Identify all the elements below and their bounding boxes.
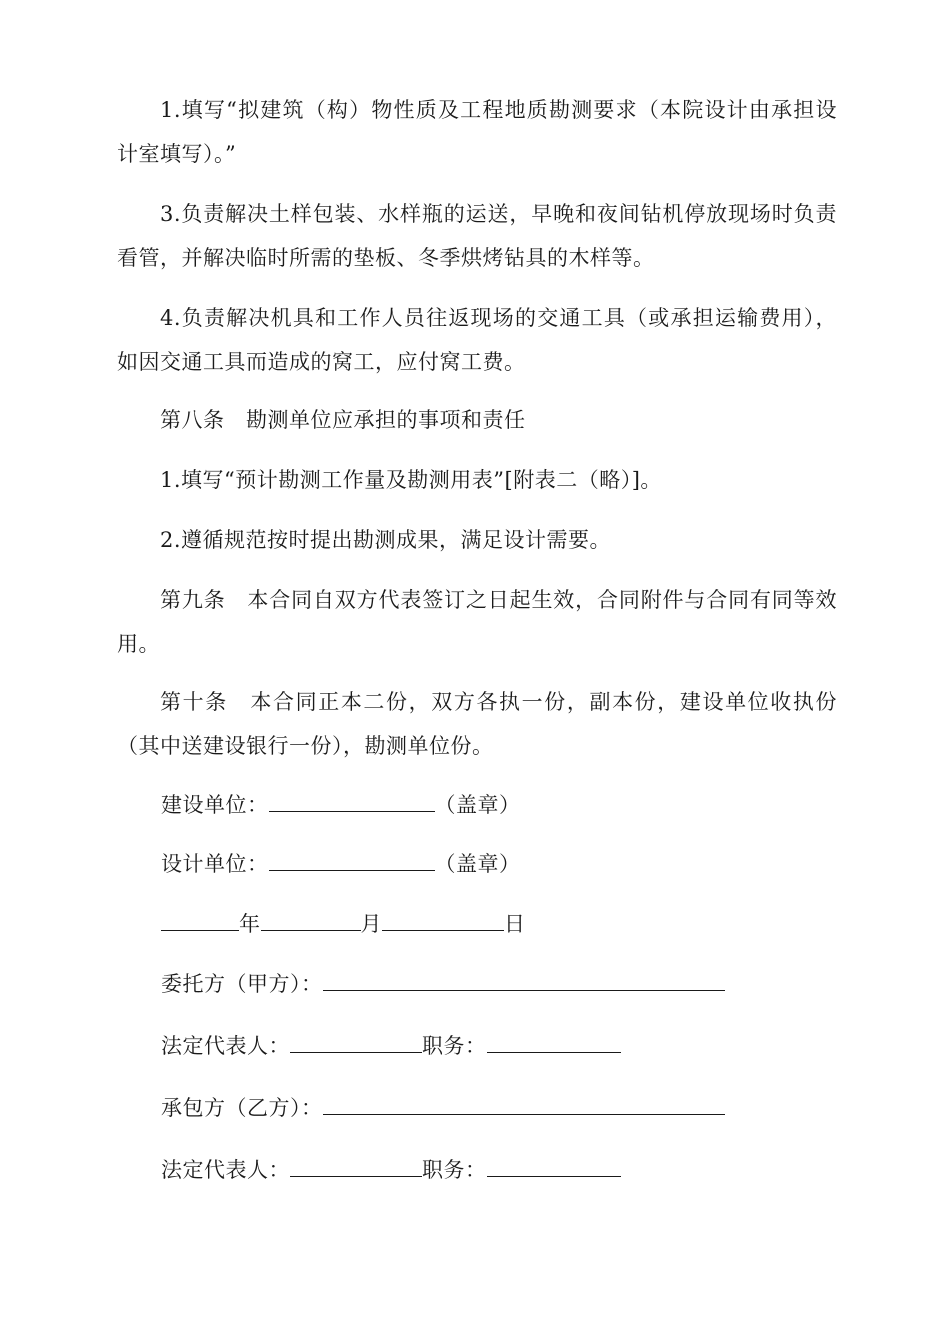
- date-line: [161, 908, 526, 939]
- contractor-line: [161, 1092, 725, 1123]
- build-unit-seal: （盖章）: [434, 793, 521, 817]
- legal-rep-label: 法定代表人：: [161, 1034, 290, 1058]
- design-unit-line: [161, 848, 521, 879]
- article-10: 第十条 本合同正本二份，双方各执一份，副本份，建设单位收执份（其中送建设银行一份），勘测单位份。: [117, 690, 837, 758]
- article-8-item-1: 1.填写“预计勘测工作量及勘测用表”[附表二（略）]。: [160, 468, 662, 492]
- article-8-item-2: 2.遵循规范按时提出勘测成果，满足设计需要。: [160, 528, 612, 552]
- clause-4-transport-tools: 4.负责解决机具和工作人员往返现场的交通工具（或承担运输费用），如因交通工具而造成的窝工，应付窝工费。: [117, 306, 837, 374]
- client-blank[interactable]: [323, 968, 725, 991]
- design-unit-seal: （盖章）: [434, 852, 521, 876]
- contractor-blank[interactable]: [323, 1092, 725, 1115]
- client-line: [161, 968, 725, 999]
- legal-rep-label: 法定代表人：: [161, 1158, 290, 1182]
- clause-3-sample-transport: 3.负责解决土样包装、水样瓶的运送，早晚和夜间钻机停放现场时负责看管，并解决临时所需的垫板、冬季烘烤钻具的木样等。: [117, 202, 837, 270]
- article-8-heading: 第八条 勘测单位应承担的事项和责任: [160, 408, 526, 432]
- design-unit-label: 设计单位：: [161, 852, 269, 876]
- design-unit-blank[interactable]: [269, 848, 435, 871]
- day-blank[interactable]: [382, 908, 504, 931]
- position-label: 职务：: [422, 1158, 487, 1182]
- contractor-position-blank[interactable]: [487, 1154, 621, 1177]
- build-unit-blank[interactable]: [269, 789, 435, 812]
- day-label: 日: [504, 912, 526, 936]
- year-blank[interactable]: [161, 908, 239, 931]
- clause-1-fill-requirements: 1.填写“拟建筑（构）物性质及工程地质勘测要求（本院设计由承担设计室填写）。”: [117, 98, 837, 166]
- month-label: 月: [360, 912, 382, 936]
- build-unit-label: 建设单位：: [161, 793, 269, 817]
- article-9: 第九条 本合同自双方代表签订之日起生效，合同附件与合同有同等效用。: [117, 588, 837, 656]
- contractor-legal-rep-line: [161, 1154, 621, 1185]
- client-legal-rep-blank[interactable]: [290, 1030, 422, 1053]
- client-label: 委托方（甲方）：: [161, 972, 323, 996]
- build-unit-line: [161, 789, 521, 820]
- position-label: 职务：: [422, 1034, 487, 1058]
- contractor-legal-rep-blank[interactable]: [290, 1154, 422, 1177]
- year-label: 年: [239, 912, 261, 936]
- contractor-label: 承包方（乙方）：: [161, 1096, 323, 1120]
- month-blank[interactable]: [261, 908, 361, 931]
- client-legal-rep-line: [161, 1030, 621, 1061]
- client-position-blank[interactable]: [487, 1030, 621, 1053]
